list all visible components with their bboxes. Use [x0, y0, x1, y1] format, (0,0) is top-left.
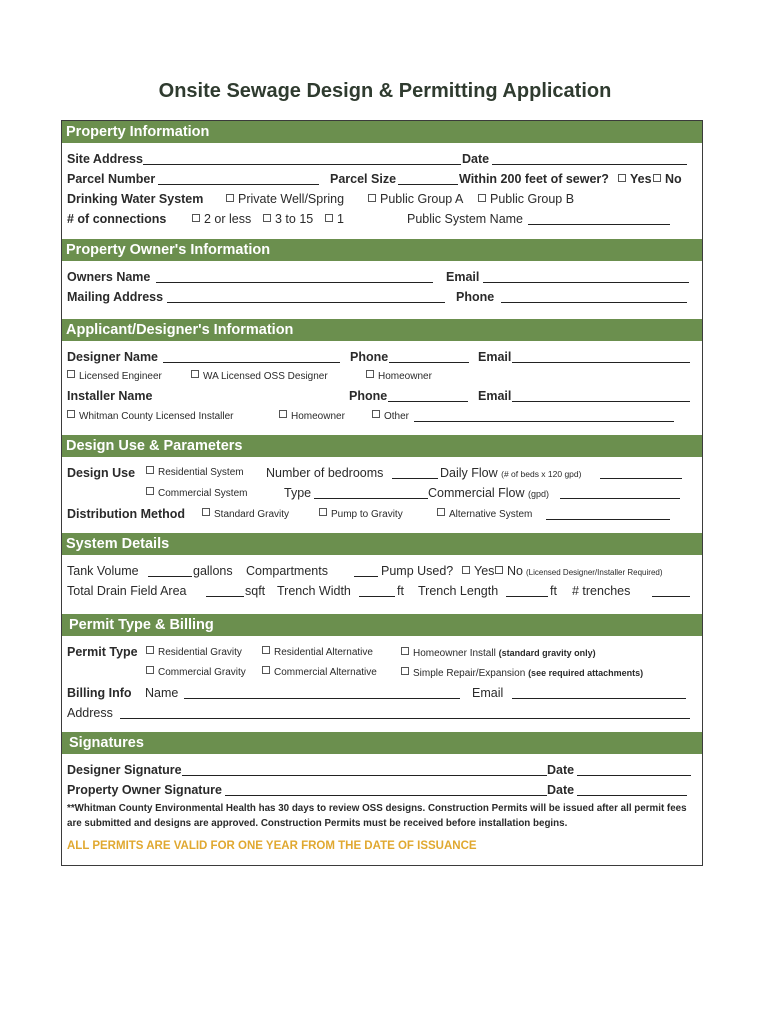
owner-phone-label: Phone [456, 290, 495, 304]
owner-date-field[interactable] [577, 795, 687, 796]
checkbox-icon [437, 508, 445, 516]
checkbox-icon [368, 194, 376, 202]
checkbox-icon [618, 174, 626, 182]
checkbox-icon [67, 410, 75, 418]
pump-to-gravity-option[interactable]: Pump to Gravity [319, 507, 403, 523]
section-system: System Details [62, 533, 702, 555]
wa-designer-option[interactable]: WA Licensed OSS Designer [191, 369, 328, 385]
daily-flow-field[interactable] [600, 478, 682, 479]
checkbox-icon [202, 508, 210, 516]
private-well-option[interactable]: Private Well/Spring [226, 191, 344, 207]
checkbox-icon [653, 174, 661, 182]
commercial-flow-label: Commercial Flow (gpd) [428, 486, 550, 500]
owner-signature-field[interactable] [225, 795, 547, 796]
other-field[interactable] [414, 421, 674, 422]
checkbox-icon [262, 646, 270, 654]
other-option[interactable]: Other [372, 409, 409, 425]
homeowner-install-option[interactable]: Homeowner Install (standard gravity only) [401, 645, 596, 662]
checkbox-icon [192, 214, 200, 222]
residential-gravity-option[interactable]: Residential Gravity [146, 645, 242, 661]
ft-label: ft [550, 584, 557, 598]
owner-email-field[interactable] [483, 282, 689, 283]
designer-name-label: Designer Name [67, 350, 159, 364]
checkbox-icon [191, 370, 199, 378]
application-form [61, 120, 703, 866]
checkbox-icon [146, 487, 154, 495]
billing-email-label: Email [472, 686, 504, 700]
licensed-engineer-option[interactable]: Licensed Engineer [67, 369, 162, 385]
commercial-gravity-option[interactable]: Commercial Gravity [146, 665, 246, 681]
billing-name-field[interactable] [184, 698, 460, 699]
owners-name-label: Owners Name [67, 270, 151, 284]
pump-used-label: Pump Used? [381, 564, 454, 578]
designer-email-label: Email [478, 350, 512, 364]
owner-date-label: Date [547, 783, 575, 797]
checkbox-icon [262, 666, 270, 674]
compartments-field[interactable] [354, 576, 378, 577]
three-to-15-option[interactable]: 3 to 15 [263, 211, 313, 227]
one-option[interactable]: 1 [325, 211, 344, 227]
sewer-question: Within 200 feet of sewer? [459, 172, 609, 186]
designer-email-field[interactable] [512, 362, 690, 363]
checkbox-icon [325, 214, 333, 222]
checkbox-icon [478, 194, 486, 202]
homeowner-option[interactable]: Homeowner [366, 369, 432, 385]
checkbox-icon [226, 194, 234, 202]
bedrooms-field[interactable] [392, 478, 438, 479]
date-field[interactable] [492, 164, 687, 165]
checkbox-icon [146, 666, 154, 674]
billing-info-label: Billing Info [67, 686, 132, 700]
checkbox-icon [372, 410, 380, 418]
checkbox-icon [146, 466, 154, 474]
commercial-alternative-option[interactable]: Commercial Alternative [262, 665, 377, 681]
site-address-field[interactable] [143, 164, 461, 165]
owners-name-field[interactable] [156, 282, 433, 283]
pump-note: (Licensed Designer/Installer Required) [526, 568, 663, 577]
installer-phone-label: Phone [349, 389, 388, 403]
sewer-yes-option[interactable]: Yes [618, 171, 652, 187]
parcel-size-field[interactable] [398, 184, 458, 185]
validity-notice: ALL PERMITS ARE VALID FOR ONE YEAR FROM THE DATE OF ISSUANCE [67, 840, 477, 852]
date-label: Date [462, 152, 490, 166]
drinking-water-label: Drinking Water System [67, 192, 204, 206]
parcel-number-field[interactable] [158, 184, 319, 185]
trench-width-field[interactable] [359, 596, 395, 597]
section-signatures: Signatures [62, 732, 702, 754]
installer-phone-field[interactable] [388, 401, 468, 402]
mailing-address-label: Mailing Address [67, 290, 164, 304]
public-system-name-field[interactable] [528, 224, 670, 225]
billing-name-label: Name [145, 686, 179, 700]
installer-homeowner-option[interactable]: Homeowner [279, 409, 345, 425]
gallons-label: gallons [193, 564, 233, 578]
commercial-flow-field[interactable] [560, 498, 680, 499]
installer-email-label: Email [478, 389, 512, 403]
owner-signature-label: Property Owner Signature [67, 783, 222, 797]
bedrooms-label: Number of bedrooms [266, 466, 384, 480]
parcel-size-label: Parcel Size [330, 172, 397, 186]
installer-name-label: Installer Name [67, 389, 153, 403]
section-owner: Property Owner's Information [62, 239, 702, 261]
parcel-number-label: Parcel Number [67, 172, 156, 186]
designer-name-field[interactable] [163, 362, 340, 363]
section-permit: Permit Type & Billing [62, 614, 702, 636]
section-property: Property Information [62, 121, 702, 143]
installer-email-field[interactable] [512, 401, 690, 402]
checkbox-icon [366, 370, 374, 378]
trenches-field[interactable] [652, 596, 690, 597]
designer-signature-field[interactable] [182, 775, 547, 776]
designer-signature-label: Designer Signature [67, 763, 182, 777]
alternative-system-field[interactable] [546, 519, 670, 520]
type-field[interactable] [314, 498, 428, 499]
checkbox-icon [401, 647, 409, 655]
checkbox-icon [319, 508, 327, 516]
site-address-label: Site Address [67, 152, 143, 166]
billing-address-field[interactable] [120, 718, 690, 719]
owner-phone-field[interactable] [501, 302, 687, 303]
trench-length-field[interactable] [506, 596, 548, 597]
checkbox-icon [401, 667, 409, 675]
pump-no-option[interactable]: No [495, 563, 523, 579]
drain-field-label: Total Drain Field Area [67, 584, 187, 598]
designer-phone-field[interactable] [389, 362, 469, 363]
simple-repair-option[interactable]: Simple Repair/Expansion (see required attachments) [401, 665, 643, 682]
checkbox-icon [462, 566, 470, 574]
permit-type-label: Permit Type [67, 645, 138, 659]
public-group-b-option[interactable]: Public Group B [478, 191, 574, 207]
ft-label: ft [397, 584, 404, 598]
design-use-label: Design Use [67, 466, 136, 480]
public-group-a-option[interactable]: Public Group A [368, 191, 463, 207]
designer-phone-label: Phone [350, 350, 389, 364]
sqft-label: sqft [245, 584, 266, 598]
drain-field-field[interactable] [206, 596, 244, 597]
residential-alternative-option[interactable]: Residential Alternative [262, 645, 373, 661]
checkbox-icon [263, 214, 271, 222]
daily-flow-label: Daily Flow (# of beds x 120 gpd) [440, 466, 582, 480]
designer-date-label: Date [547, 763, 575, 777]
page-title: Onsite Sewage Design & Permitting Application [158, 80, 612, 102]
owner-email-label: Email [446, 270, 480, 284]
trench-length-label: Trench Length [418, 584, 499, 598]
whitman-installer-option[interactable]: Whitman County Licensed Installer [67, 409, 234, 425]
tank-volume-label: Tank Volume [67, 564, 139, 578]
pump-yes-option[interactable]: Yes [462, 563, 494, 579]
checkbox-icon [67, 370, 75, 378]
commercial-system-option[interactable]: Commercial System [146, 486, 247, 502]
standard-gravity-option[interactable]: Standard Gravity [202, 507, 289, 523]
tank-volume-field[interactable] [148, 576, 192, 577]
trenches-label: # trenches [572, 584, 631, 598]
alternative-system-option[interactable]: Alternative System [437, 507, 532, 523]
mailing-address-field[interactable] [167, 302, 445, 303]
section-applicant: Applicant/Designer's Information [62, 319, 702, 341]
checkbox-icon [279, 410, 287, 418]
residential-system-option[interactable]: Residential System [146, 465, 244, 481]
review-note: **Whitman County Environmental Health has 30 days to review OSS designs. Construction Permits will be issued after all permit fees are submitted and designs are approved. Construction Permits must be received before installation begins. [67, 803, 687, 829]
compartments-label: Compartments [246, 564, 328, 578]
billing-address-label: Address [67, 706, 113, 720]
two-or-less-option[interactable]: 2 or less [192, 211, 251, 227]
section-design: Design Use & Parameters [62, 435, 702, 457]
designer-date-field[interactable] [577, 775, 691, 776]
public-system-name-label: Public System Name [407, 212, 524, 226]
distribution-method-label: Distribution Method [67, 507, 186, 521]
checkbox-icon [495, 566, 503, 574]
connections-label: # of connections [67, 212, 167, 226]
trench-width-label: Trench Width [277, 584, 351, 598]
sewer-no-option[interactable]: No [653, 171, 682, 187]
checkbox-icon [146, 646, 154, 654]
type-label: Type [284, 486, 312, 500]
billing-email-field[interactable] [512, 698, 686, 699]
